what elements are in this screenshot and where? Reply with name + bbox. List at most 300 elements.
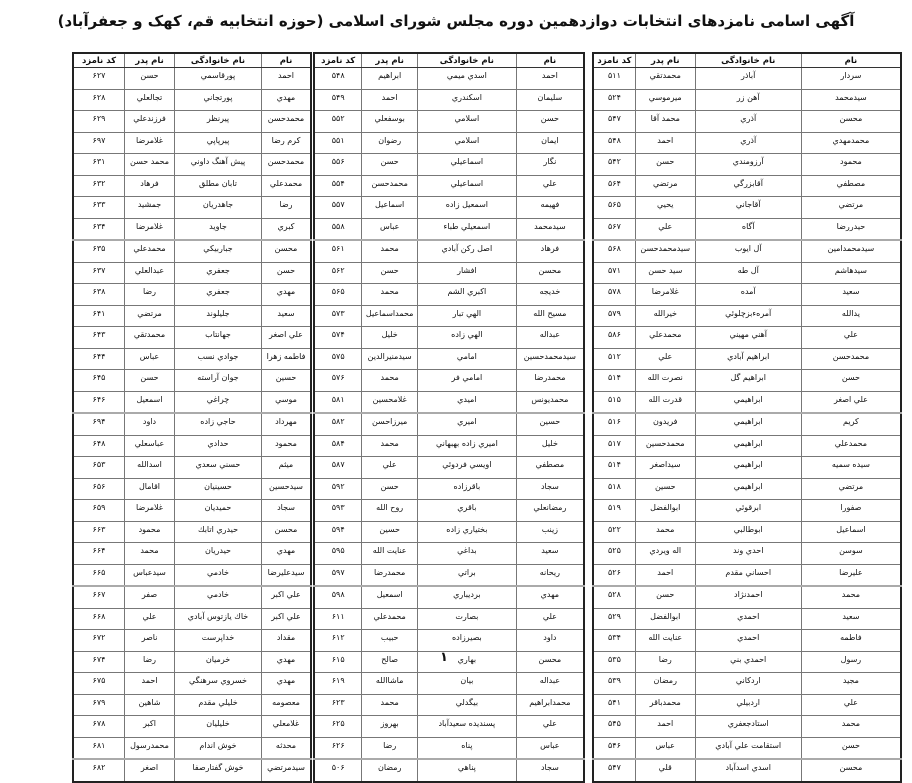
cell-family: اسدي ميمي — [418, 68, 517, 90]
cell-father: محمداسماعيل — [362, 305, 418, 327]
cell-code: ۶۲۷ — [73, 68, 125, 90]
cell-family: اسكندري — [418, 89, 517, 111]
cell-name: سردار — [801, 68, 901, 90]
cell-father: محمدعلي — [362, 608, 418, 630]
table-row — [593, 694, 901, 716]
cell-code: ۶۳۱ — [73, 154, 125, 176]
cell-name: علي — [516, 716, 584, 738]
header-father: نام پدر — [362, 53, 418, 68]
cell-name: سوسن — [801, 543, 901, 565]
cell-father: جمشيد — [125, 197, 175, 219]
cell-family: احمدي بني — [695, 651, 801, 673]
cell-name: سيدحسين — [262, 478, 312, 500]
table-row — [593, 284, 901, 306]
table-row — [593, 500, 901, 522]
table-row — [314, 370, 584, 392]
header-name: نام — [262, 53, 312, 68]
cell-family: بيان — [418, 673, 517, 695]
table-row — [593, 305, 901, 327]
cell-name: ريحانه — [516, 564, 584, 586]
cell-family: حميديان — [175, 500, 262, 522]
table-row — [314, 240, 584, 262]
cell-family: ابراهيم گل — [695, 370, 801, 392]
cell-name: حسن — [801, 370, 901, 392]
cell-family: بختياري زاده — [418, 521, 517, 543]
table-row — [593, 630, 901, 652]
cell-code: ۵۴۶ — [593, 737, 635, 759]
cell-father: عنايت الله — [362, 543, 418, 565]
cell-name: عبداله — [516, 673, 584, 695]
cell-name: محسن — [801, 759, 901, 782]
table-row — [73, 478, 311, 500]
cell-name: مهدي — [262, 89, 312, 111]
cell-father: محمد — [362, 370, 418, 392]
cell-father: عباس — [635, 737, 695, 759]
cell-name: خديجه — [516, 284, 584, 306]
cell-name: كبري — [262, 218, 312, 240]
cell-family: باقري — [418, 500, 517, 522]
cell-family: جهانتاب — [175, 327, 262, 349]
cell-name: مهدي — [516, 586, 584, 608]
table-row — [593, 218, 901, 240]
cell-code: ۶۷۲ — [73, 630, 125, 652]
cell-code: ۶۲۶ — [314, 737, 362, 759]
cell-father: عنايت الله — [635, 630, 695, 652]
cell-family: ابراهيمي — [695, 457, 801, 479]
cell-name: محدثه — [262, 737, 312, 759]
cell-name: محمدحسن — [262, 154, 312, 176]
table-row — [593, 111, 901, 133]
cell-family: جوادي نسب — [175, 348, 262, 370]
cell-name: فاطمه — [801, 630, 901, 652]
cell-code: ۶۶۵ — [73, 564, 125, 586]
cell-name: علي اصغر — [801, 391, 901, 413]
cell-name: غلامعلي — [262, 716, 312, 738]
cell-father: اسدالله — [125, 457, 175, 479]
cell-family: احدي وند — [695, 543, 801, 565]
header-code: کد نامزد — [73, 53, 125, 68]
cell-family: حيدريان — [175, 543, 262, 565]
cell-name: سليمان — [516, 89, 584, 111]
table-row — [73, 197, 311, 219]
cell-family: ابراهيمي — [695, 478, 801, 500]
cell-code: ۶۲۸ — [73, 89, 125, 111]
cell-father: محمدتقي — [125, 327, 175, 349]
cell-code: ۶۱۱ — [314, 608, 362, 630]
cell-family: آقاجاني — [695, 197, 801, 219]
table-row — [593, 154, 901, 176]
cell-code: ۵۹۲ — [314, 478, 362, 500]
cell-family: آگاه — [695, 218, 801, 240]
cell-code: ۶۸۲ — [73, 759, 125, 782]
cell-father: سيدعباس — [125, 564, 175, 586]
cell-family: آل طه — [695, 262, 801, 284]
cell-father: داود — [125, 413, 175, 435]
cell-code: ۵۸۷ — [314, 457, 362, 479]
cell-code: ۵۸۶ — [593, 327, 635, 349]
cell-father: فريدون — [635, 413, 695, 435]
cell-family: حسينيان — [175, 478, 262, 500]
cell-name: محسن — [262, 240, 312, 262]
cell-family: اسماعيلي — [418, 154, 517, 176]
header-code: کد نامزد — [593, 53, 635, 68]
cell-code: ۵۷۶ — [314, 370, 362, 392]
cell-name: مسيح الله — [516, 305, 584, 327]
table-row — [593, 89, 901, 111]
table-row — [314, 521, 584, 543]
table-row — [314, 154, 584, 176]
cell-family: ابراهيمي — [695, 391, 801, 413]
cell-father: احمد — [635, 716, 695, 738]
cell-father: علي — [635, 218, 695, 240]
cell-name: علي — [801, 694, 901, 716]
cell-father: محمدحسين — [635, 435, 695, 457]
table-row — [73, 89, 311, 111]
cell-name: حيدررضا — [801, 218, 901, 240]
cell-code: ۶۳۷ — [73, 262, 125, 284]
cell-code: ۵۱۵ — [593, 391, 635, 413]
cell-family: جباربيكي — [175, 240, 262, 262]
table-row — [314, 759, 584, 782]
cell-father: قلي — [635, 759, 695, 782]
cell-father: سيدمحمدحسن — [635, 240, 695, 262]
cell-name: محسن — [262, 521, 312, 543]
cell-father: محمدرسول — [125, 737, 175, 759]
cell-name: مجيد — [801, 673, 901, 695]
cell-family: ابراهيم آبادي — [695, 348, 801, 370]
cell-father: میرموسي — [635, 89, 695, 111]
cell-name: محمود — [801, 154, 901, 176]
cell-father: حسن — [125, 370, 175, 392]
cell-family: اردبيلي — [695, 694, 801, 716]
cell-name: محسن — [801, 111, 901, 133]
cell-name: عليرضا — [801, 564, 901, 586]
cell-family: برديباري — [418, 586, 517, 608]
page-number: ۱ — [440, 650, 448, 665]
cell-family: جعفري — [175, 284, 262, 306]
table-row — [73, 132, 311, 154]
cell-name: حسن — [516, 111, 584, 133]
cell-code: ۵۵۷ — [314, 197, 362, 219]
cell-father: غلامرضا — [125, 500, 175, 522]
cell-code: ۵۷۱ — [593, 262, 635, 284]
cell-family: باقرزاده — [418, 478, 517, 500]
cell-father: حبيب — [362, 630, 418, 652]
table-row — [73, 543, 311, 565]
cell-family: اردكاني — [695, 673, 801, 695]
table-row — [593, 348, 901, 370]
cell-family: جاويد — [175, 218, 262, 240]
cell-code: ۵۶۱ — [314, 240, 362, 262]
table-row — [314, 608, 584, 630]
cell-code: ۵۲۶ — [593, 564, 635, 586]
cell-code: ۶۹۴ — [73, 413, 125, 435]
cell-code: ۵۹۷ — [314, 564, 362, 586]
cell-code: ۶۹۷ — [73, 132, 125, 154]
cell-family: اسلامي — [418, 132, 517, 154]
table-row — [314, 391, 584, 413]
table-row — [73, 175, 311, 197]
cell-code: ۵۲۸ — [593, 586, 635, 608]
cell-family: اميري زاده بهبهاني — [418, 435, 517, 457]
cell-name: حسن — [801, 737, 901, 759]
cell-code: ۶۱۵ — [314, 651, 362, 673]
cell-family: اسماعيلي — [418, 175, 517, 197]
cell-family: اصل ركن آبادي — [418, 240, 517, 262]
cell-name: احمد — [262, 68, 312, 90]
cell-father: محمود — [125, 521, 175, 543]
header-family: نام خانوادگی — [418, 53, 517, 68]
cell-father: ابوالفضل — [635, 608, 695, 630]
cell-father: مرتضي — [125, 305, 175, 327]
cell-family: پسنديده سعيدآباد — [418, 716, 517, 738]
cell-code: ۶۷۹ — [73, 694, 125, 716]
table-row — [593, 608, 901, 630]
table-row — [314, 564, 584, 586]
cell-name: محمدمهدي — [801, 132, 901, 154]
cell-father: محمدتقي — [635, 68, 695, 90]
header-family: نام خانوادگی — [175, 53, 262, 68]
cell-father: محمد — [635, 521, 695, 543]
table-row — [314, 457, 584, 479]
cell-name: فهيمه — [516, 197, 584, 219]
cell-family: اسلامي — [418, 111, 517, 133]
table-row — [593, 327, 901, 349]
table-row — [314, 478, 584, 500]
table-row — [73, 327, 311, 349]
cell-father: احمد — [635, 564, 695, 586]
cell-father: محمدباقر — [635, 694, 695, 716]
table-row — [593, 586, 901, 608]
table-row — [73, 240, 311, 262]
cell-family: پيش آهنگ داوني — [175, 154, 262, 176]
cell-name: احمد — [516, 68, 584, 90]
cell-name: مهدي — [262, 543, 312, 565]
table-row — [593, 413, 901, 435]
cell-code: ۵۲۲ — [593, 521, 635, 543]
cell-family: بداغي — [418, 543, 517, 565]
cell-code: ۵۸۱ — [314, 391, 362, 413]
cell-name: سیدمحمدامين — [801, 240, 901, 262]
cell-family: خوش گفتارصفا — [175, 759, 262, 782]
cell-code: ۵۷۸ — [593, 284, 635, 306]
cell-code: ۵۰۶ — [314, 759, 362, 782]
cell-code: ۶۲۵ — [314, 716, 362, 738]
cell-father: بوسفعلي — [362, 111, 418, 133]
cell-father: صالح — [362, 651, 418, 673]
table-row — [73, 737, 311, 759]
cell-father: خليل — [362, 327, 418, 349]
cell-name: علي — [516, 608, 584, 630]
table-row — [314, 132, 584, 154]
cell-father: علي — [362, 457, 418, 479]
table-row — [593, 391, 901, 413]
cell-father: محمدحسن — [362, 175, 418, 197]
table-row — [314, 284, 584, 306]
table-row — [73, 651, 311, 673]
cell-name: محمد — [801, 716, 901, 738]
candidates-table-3 — [72, 52, 312, 783]
cell-family: پناه — [418, 737, 517, 759]
cell-father: شاهين — [125, 694, 175, 716]
cell-code: ۶۸۱ — [73, 737, 125, 759]
header-father: نام پدر — [635, 53, 695, 68]
cell-father: رضا — [635, 651, 695, 673]
cell-family: پورقاسمي — [175, 68, 262, 90]
cell-father: رضا — [125, 651, 175, 673]
cell-code: ۵۱۴ — [593, 457, 635, 479]
cell-code: ۵۴۸ — [314, 68, 362, 90]
table-row — [593, 262, 901, 284]
cell-name: محمدعلي — [262, 175, 312, 197]
cell-code: ۶۳۵ — [73, 240, 125, 262]
cell-code: ۶۶۴ — [73, 543, 125, 565]
table-row — [314, 651, 584, 673]
cell-code: ۵۸۴ — [314, 435, 362, 457]
cell-father: اقامال — [125, 478, 175, 500]
cell-father: ابوالفضل — [635, 500, 695, 522]
cell-family: احمدي — [695, 630, 801, 652]
cell-family: چراغي — [175, 391, 262, 413]
cell-code: ۵۵۸ — [314, 218, 362, 240]
cell-name: مقداد — [262, 630, 312, 652]
cell-name: مهدي — [262, 673, 312, 695]
cell-father: حسن — [362, 478, 418, 500]
cell-name: سيدهاشم — [801, 262, 901, 284]
cell-code: ۶۱۹ — [314, 673, 362, 695]
cell-code: ۵۴۷ — [593, 111, 635, 133]
cell-father: غلامرضا — [125, 218, 175, 240]
cell-father: محمدرضا — [362, 564, 418, 586]
cell-code: ۵۸۲ — [314, 413, 362, 435]
cell-name: مهدي — [262, 284, 312, 306]
cell-code: ۵۹۵ — [314, 543, 362, 565]
cell-family: خادمي — [175, 564, 262, 586]
cell-family: خادمي — [175, 586, 262, 608]
cell-name: داود — [516, 630, 584, 652]
cell-name: سجاد — [516, 759, 584, 782]
cell-father: علي — [125, 608, 175, 630]
cell-family: آمره‌ءبزچلوئي — [695, 305, 801, 327]
cell-family: جليلوند — [175, 305, 262, 327]
cell-code: ۵۵۴ — [314, 175, 362, 197]
cell-code: ۵۷۳ — [314, 305, 362, 327]
cell-code: ۶۴۶ — [73, 391, 125, 413]
cell-code: ۵۶۷ — [593, 218, 635, 240]
cell-father: بهروز — [362, 716, 418, 738]
cell-name: سیدمحمد — [801, 89, 901, 111]
cell-father: رضوان — [362, 132, 418, 154]
cell-name: محمديونس — [516, 391, 584, 413]
cell-name: يدالله — [801, 305, 901, 327]
cell-family: خوش اندام — [175, 737, 262, 759]
cell-family: خليلي مقدم — [175, 694, 262, 716]
cell-name: صفورا — [801, 500, 901, 522]
cell-code: ۵۹۸ — [314, 586, 362, 608]
cell-father: حسن — [362, 262, 418, 284]
cell-code: ۵۳۴ — [593, 630, 635, 652]
cell-name: مرتضي — [801, 478, 901, 500]
table-row — [593, 175, 901, 197]
cell-father: خيرالله — [635, 305, 695, 327]
cell-family: آباذر — [695, 68, 801, 90]
page-title: آگهی اسامی نامزدهای انتخابات دوازدهمین دوره مجلس شورای اسلامی (حوزه انتخابیه قم، کهک و جعفرآباد) — [57, 12, 855, 30]
cell-name: علي اكبر — [262, 586, 312, 608]
cell-code: ۶۳۳ — [73, 197, 125, 219]
cell-father: عبدالعلي — [125, 262, 175, 284]
cell-family: اميري — [418, 413, 517, 435]
cell-code: ۶۱۲ — [314, 630, 362, 652]
cell-father: محمد — [125, 543, 175, 565]
cell-name: علي اكبر — [262, 608, 312, 630]
cell-family: بصيرزاده — [418, 630, 517, 652]
table-row — [73, 694, 311, 716]
cell-name: سيدمحمد — [516, 218, 584, 240]
cell-father: احمد — [125, 673, 175, 695]
cell-family: افشار — [418, 262, 517, 284]
table-row — [593, 435, 901, 457]
cell-name: حسين — [516, 413, 584, 435]
cell-family: امامي فر — [418, 370, 517, 392]
table-row — [73, 586, 311, 608]
cell-family: الهي زاده — [418, 327, 517, 349]
cell-father: صفر — [125, 586, 175, 608]
cell-family: اسمعيل زاده — [418, 197, 517, 219]
cell-code: ۵۵۲ — [314, 111, 362, 133]
table-row — [314, 111, 584, 133]
cell-family: اكبري الشم — [418, 284, 517, 306]
cell-father: احمد — [362, 89, 418, 111]
cell-family: آل ايوب — [695, 240, 801, 262]
cell-name: محسن — [516, 651, 584, 673]
cell-family: براتي — [418, 564, 517, 586]
cell-father: حسن — [635, 586, 695, 608]
cell-family: استقامت علي آبادي — [695, 737, 801, 759]
cell-father: اله ويردي — [635, 543, 695, 565]
table-row — [593, 759, 901, 782]
table-row — [314, 586, 584, 608]
table-row — [73, 716, 311, 738]
cell-family: احساني مقدم — [695, 564, 801, 586]
table-row — [73, 521, 311, 543]
cell-father: حسين — [362, 521, 418, 543]
cell-father: ماشاالله — [362, 673, 418, 695]
table-row — [73, 500, 311, 522]
header-name: نام — [801, 53, 901, 68]
cell-family: جاهدريان — [175, 197, 262, 219]
cell-father: رضا — [362, 737, 418, 759]
cell-name: رضا — [262, 197, 312, 219]
cell-name: سيدمحمدحسين — [516, 348, 584, 370]
cell-code: ۵۳۹ — [593, 673, 635, 695]
table-row — [593, 521, 901, 543]
cell-father: محمدعلي — [635, 327, 695, 349]
cell-father: اسماعيل — [362, 197, 418, 219]
cell-code: ۵۹۴ — [314, 521, 362, 543]
table-row — [593, 370, 901, 392]
cell-name: موسي — [262, 391, 312, 413]
cell-family: پناهي — [418, 759, 517, 782]
cell-name: محمدابراهيم — [516, 694, 584, 716]
cell-name: معصومه — [262, 694, 312, 716]
cell-code: ۵۱۱ — [593, 68, 635, 90]
cell-father: محمد — [362, 694, 418, 716]
table-row — [314, 435, 584, 457]
cell-name: سعيد — [801, 284, 901, 306]
table-row — [314, 327, 584, 349]
cell-father: رمضان — [362, 759, 418, 782]
cell-name: مصطفي — [516, 457, 584, 479]
